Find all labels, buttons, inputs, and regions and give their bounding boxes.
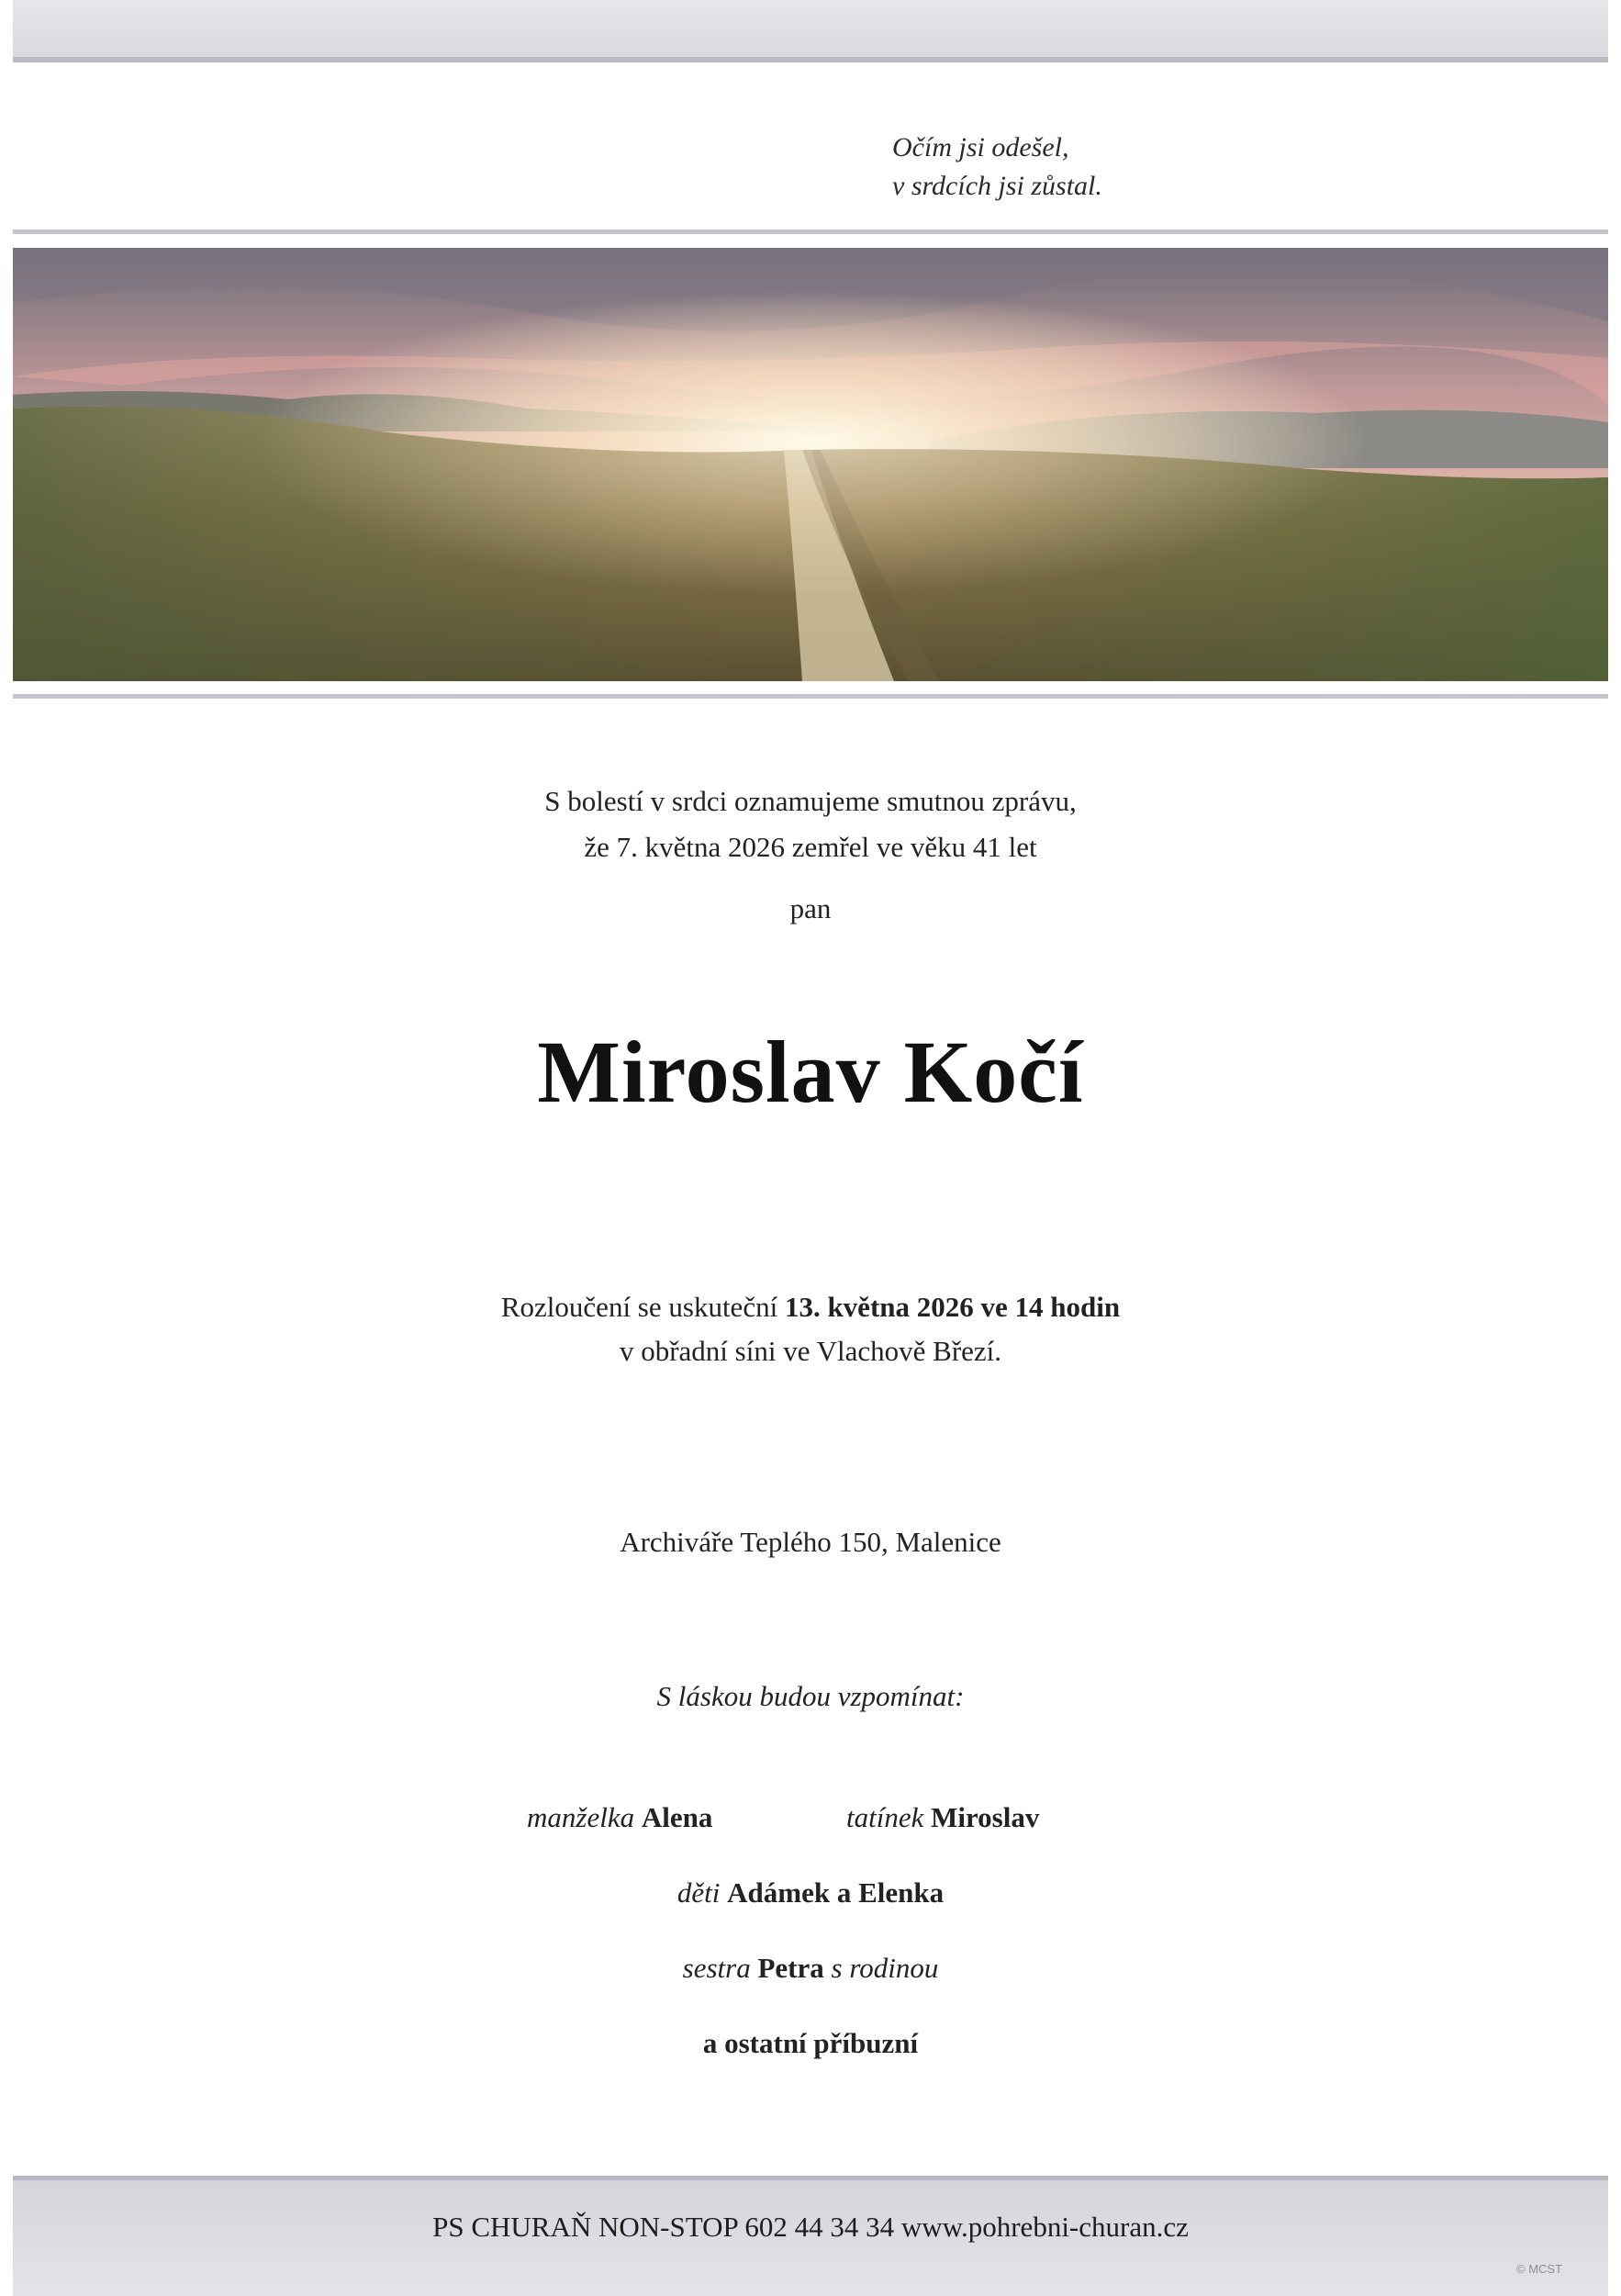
motto-line-1: Očím jsi odešel, — [892, 132, 1069, 162]
farewell-date-time: 13. května 2026 ve 14 hodin — [784, 1291, 1121, 1323]
address: Archiváře Teplého 150, Malenice — [620, 1526, 1001, 1558]
wife-name: Alena — [641, 1801, 713, 1833]
farewell-info — [0, 1285, 1621, 1373]
farewell-place: v obřadní síni ve Vlachově Březí. — [619, 1335, 1002, 1367]
landscape-banner-image — [13, 248, 1608, 681]
motto — [892, 129, 1102, 206]
farewell-line-1 — [0, 1285, 1621, 1329]
mourner-sister — [0, 1952, 1621, 1985]
salutation: pan — [789, 892, 832, 924]
mourner-relatives — [0, 2027, 1621, 2060]
sister-suffix: s rodinou — [831, 1952, 939, 1984]
announcement — [0, 778, 1621, 870]
funeral-service-footer: PS CHURAŇ NON-STOP 602 44 34 34 www.pohrebni-churan.cz — [432, 2211, 1189, 2243]
announcement-line-2: že 7. května 2026 zemřel ve věku 41 let — [584, 831, 1037, 863]
printer-mark: © MCST — [1516, 2262, 1563, 2276]
top-decorative-band — [13, 0, 1608, 62]
kids-role: děti — [676, 1876, 721, 1909]
motto-line-2: v srdcích jsi zůstal. — [892, 171, 1102, 201]
kids-names: Adámek a Elenka — [727, 1876, 945, 1909]
wife-role: manželka — [527, 1801, 635, 1833]
divider-below-image — [13, 694, 1608, 699]
mourner-father — [846, 1801, 1039, 1834]
father-role: tatínek — [846, 1801, 924, 1833]
announcement-line-1: S bolestí v srdci oznamujeme smutnou zprávu, — [544, 785, 1077, 817]
sister-name: Petra — [757, 1952, 824, 1984]
father-name: Miroslav — [931, 1801, 1040, 1833]
mourner-children — [0, 1876, 1621, 1910]
farewell-prefix: Rozloučení se uskuteční — [500, 1291, 785, 1323]
relatives-text: a ostatní příbuzní — [702, 2027, 919, 2059]
mourner-wife — [527, 1801, 712, 1834]
sister-role: sestra — [682, 1952, 751, 1984]
deceased-name: Miroslav Kočí — [537, 1023, 1084, 1121]
divider-top — [13, 230, 1608, 234]
remember-heading: S láskou budou vzpomínat: — [656, 1680, 965, 1712]
